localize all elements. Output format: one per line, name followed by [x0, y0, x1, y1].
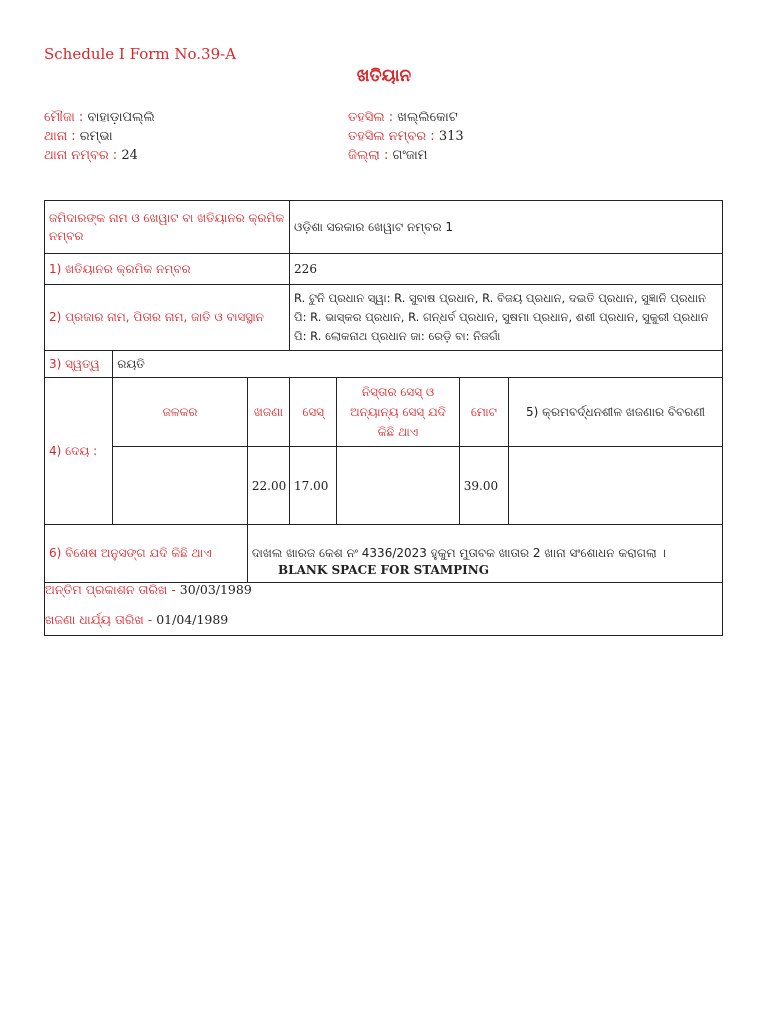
rent-fix-value: 01/04/1989	[156, 612, 229, 627]
special-value: ଦାଖଲ ଖାରଜ କେଶ ନଂ 4336/2023 ହୁକୁମ ମୁତାବକ ଖାତାର 2 ଖାନା ସଂଶୋଧନ କରାଗଲା ।	[247, 525, 722, 583]
tenant-value: R. ଟୁନି ପ୍ରଧାନ ସ୍ୱା: R. ସୁବାଷ ପ୍ରଧାନ, R. ବିଜୟ ପ୍ରଧାନ, ଦଇତି ପ୍ରଧାନ, ସୁଜ୍ଞାନି ପ୍ରଧାନ ପି: R. ଭାସ୍କର ପ୍ରଧାନ, R. ଗନ୍ଧର୍ବ ପ୍ରଧାନ, ସୁଷମା ପ୍ରଧାନ, ଶଶୀ ପ୍ରଧାନ, ସୁକୁରୀ ପ୍ରଧାନ ପି: R. ଲୋକନାଥ ପ୍ରଧାନ ଜା: ରେଡ଼ି ବା: ନିଜଗାଁ	[290, 285, 723, 351]
landlord-row	[45, 201, 723, 254]
val-cess: 17.00	[290, 447, 337, 525]
dues-value-row	[45, 447, 723, 525]
tahasil-label: ତହସିଲ :	[348, 110, 394, 125]
mouza-label: ମୌଜା :	[44, 110, 84, 125]
mouza-value: ବାହାଡ଼ାପଲ୍ଲି	[87, 110, 155, 125]
tahasil-row	[348, 108, 464, 127]
col-other-cess: ନିସ୍ତାର ସେସ୍ ଓ ଅନ୍ୟାନ୍ୟ ସେସ୍ ଯଦି କିଛି ଥାଏ	[337, 378, 460, 447]
col-total: ମୋଟ	[459, 378, 508, 447]
page-title: ଖତିୟାନ	[356, 66, 412, 86]
col-cess: ସେସ୍	[290, 378, 337, 447]
col-jalkar: ଜଳକର	[113, 378, 248, 447]
val-progressive	[508, 447, 722, 525]
right-label: 3) ସ୍ୱତ୍ୱ	[45, 351, 113, 378]
mouza-row	[44, 108, 155, 127]
col-progressive: 5) କ୍ରମବର୍ଦ୍ଧନଶୀଳ ଖଜଣାର ବିବରଣୀ	[508, 378, 722, 447]
thana-no-value: 24	[121, 148, 138, 163]
tenant-row	[45, 285, 723, 351]
right-row	[45, 351, 723, 378]
khatiyan-row	[45, 254, 723, 285]
dues-header-row	[45, 378, 723, 447]
landlord-label: ଜମିଦାରଙ୍କ ନାମ ଓ ଖେୱାଟ ବା ଖତିୟାନର କ୍ରମିକ ନମ୍ବର	[45, 201, 290, 254]
final-pub-value: 30/03/1989	[179, 582, 252, 597]
dues-label: 4) ଦେୟ :	[45, 378, 113, 525]
khatiyan-value: 226	[290, 254, 723, 285]
rent-fix-date	[45, 612, 228, 628]
thana-value: ରମ୍ଭା	[79, 129, 113, 144]
meta-right	[348, 108, 464, 165]
right-value: ରୟତି	[113, 351, 723, 378]
val-other-cess	[337, 447, 460, 525]
landlord-value: ଓଡ଼ିଶା ସରକାର ଖେୱାଟ ନମ୍ବର 1	[290, 201, 723, 254]
final-pub-label: ଅନ୍ତିମ ପ୍ରକାଶନ ତାରିଖ -	[45, 582, 176, 597]
final-publication-date	[45, 582, 252, 598]
col-khajana: ଖଜଣା	[247, 378, 289, 447]
rent-fix-label: ଖଜଣା ଧାର୍ଯ୍ୟ ତାରିଖ -	[45, 612, 153, 627]
stamp-title: BLANK SPACE FOR STAMPING	[278, 563, 489, 577]
tahasil-no-value: 313	[438, 129, 464, 144]
district-row	[348, 146, 464, 165]
tahasil-value: ଖଲ୍ଲିକୋଟ	[397, 110, 458, 125]
district-value: ଗଂଜାମ	[392, 148, 428, 163]
tahasil-no-row	[348, 127, 464, 146]
val-total: 39.00	[459, 447, 508, 525]
khatiyan-label: 1) ଖତିୟାନର କ୍ରମିକ ନମ୍ବର	[45, 254, 290, 285]
thana-row	[44, 127, 155, 146]
thana-label: ଥାନା :	[44, 129, 76, 144]
tenant-label: 2) ପ୍ରଜାର ନାମ, ପିତାର ନାମ, ଜାତି ଓ ବାସସ୍ଥାନ	[45, 285, 290, 351]
val-khajana: 22.00	[247, 447, 289, 525]
meta-left	[44, 108, 155, 165]
thana-no-label: ଥାନା ନମ୍ବର :	[44, 148, 118, 163]
val-jalkar	[113, 447, 248, 525]
special-label: 6) ବିଶେଷ ଅନୁସଙ୍ଗ ଯଦି କିଛି ଥାଏ	[45, 525, 248, 583]
tahasil-no-label: ତହସିଲ ନମ୍ବର :	[348, 129, 435, 144]
form-number: Schedule I Form No.39-A	[44, 45, 237, 63]
thana-no-row	[44, 146, 155, 165]
khatiyan-table	[44, 200, 723, 583]
stamping-box	[44, 562, 723, 636]
district-label: ଜିଲ୍ଲା :	[348, 148, 389, 163]
